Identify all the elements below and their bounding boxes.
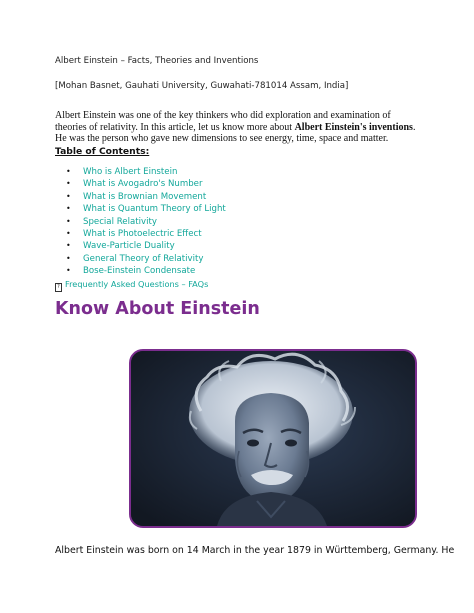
intro-paragraph [55, 110, 417, 145]
bullet-icon: • [66, 253, 71, 263]
bullet-icon: • [66, 228, 71, 238]
toc-link-general-relativity[interactable]: General Theory of Relativity [83, 253, 204, 264]
einstein-portrait-photo [129, 349, 417, 528]
toc-link-quantum-theory[interactable]: What is Quantum Theory of Light [83, 204, 226, 215]
document-title: Albert Einstein – Facts, Theories and Inventions [55, 56, 259, 66]
body-paragraph: Albert Einstein was born on 14 March in the year 1879 in Württemberg, Germany. He [55, 545, 455, 556]
missing-glyph-icon: ? [55, 283, 62, 292]
bullet-icon: • [66, 241, 71, 251]
toc-link-wave-particle-duality[interactable]: Wave-Particle Duality [83, 241, 175, 252]
toc-heading: Table of Contents: [55, 146, 150, 157]
portrait-illustration [131, 351, 415, 526]
intro-bold-phrase: Albert Einstein's inventions [294, 121, 413, 133]
intro-text-start: Albert Einstein was one of the key thinkers who did exploration and examination of theories of relativity. In this article, let us know more about [55, 110, 391, 133]
bullet-icon: • [66, 179, 71, 189]
intro-text-end: . He was the person who gave new dimensions to see energy, time, space and matter. [55, 121, 416, 144]
toc-link-who-is-einstein[interactable]: Who is Albert Einstein [83, 167, 178, 177]
toc-link-faqs[interactable] [55, 279, 208, 292]
bullet-icon: • [66, 266, 71, 276]
bullet-icon: • [66, 191, 71, 201]
section-heading: Know About Einstein [55, 299, 260, 319]
bullet-icon: • [66, 216, 71, 226]
bullet-icon: • [66, 204, 71, 214]
toc-link-bose-einstein-condensate[interactable]: Bose-Einstein Condensate [83, 266, 196, 277]
toc-link-avogadro-number[interactable]: What is Avogadro's Number [83, 179, 203, 190]
author-affiliation: [Mohan Basnet, Gauhati University, Guwahati-781014 Assam, India] [55, 81, 349, 91]
toc-link-brownian-movement[interactable]: What is Brownian Movement [83, 191, 207, 202]
toc-link-special-relativity[interactable]: Special Relativity [83, 216, 157, 227]
faq-label: Frequently Asked Questions – FAQs [65, 279, 209, 289]
toc-link-photoelectric-effect[interactable]: What is Photoelectric Effect [83, 228, 202, 239]
bullet-icon: • [66, 167, 71, 176]
